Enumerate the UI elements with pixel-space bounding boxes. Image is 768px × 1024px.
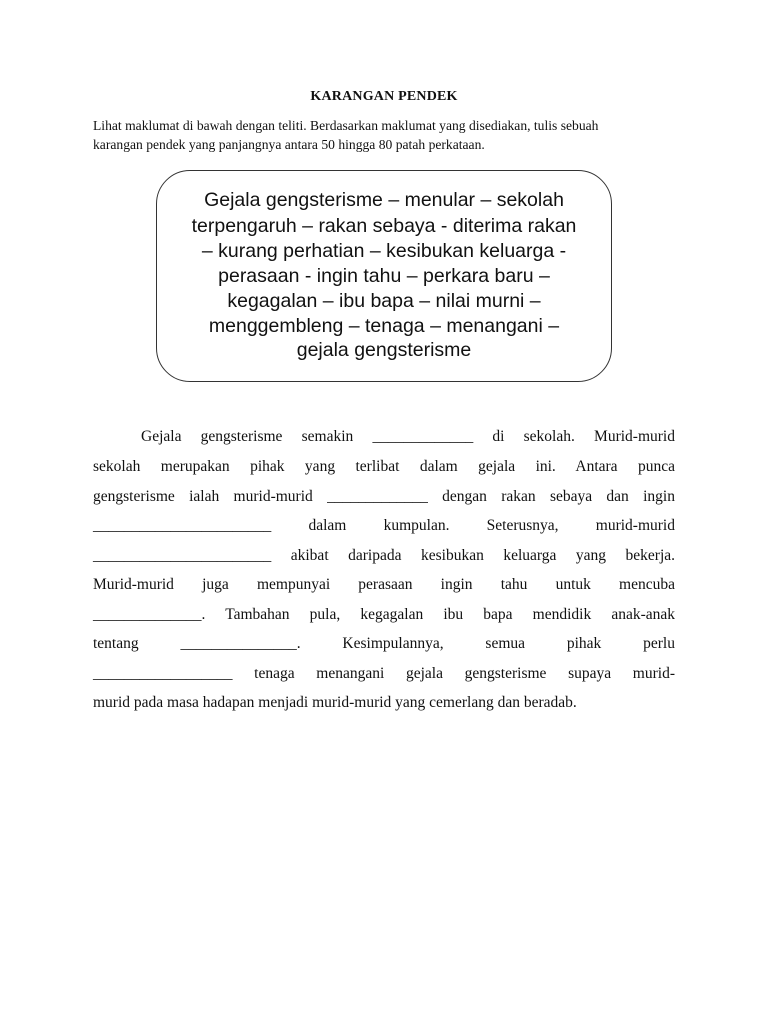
instruction-text bbox=[93, 116, 683, 154]
paragraph-line: _______________________ akibat daripada kesibukan keluarga yang bekerja. bbox=[93, 547, 675, 564]
paragraph-line: _______________________ dalam kumpulan. Seterusnya, murid-murid bbox=[93, 517, 675, 534]
instruction-line: karangan pendek yang panjangnya antara 50 hingga 80 patah perkataan. bbox=[93, 137, 485, 152]
paragraph-line: __________________ tenaga menangani gejala gengsterisme supaya murid- bbox=[93, 665, 675, 682]
paragraph-line: murid pada masa hadapan menjadi murid-murid yang cemerlang dan beradab. bbox=[93, 694, 577, 711]
paragraph-line: Gejala gengsterisme semakin _____________ di sekolah. Murid-murid bbox=[141, 428, 675, 445]
info-box bbox=[156, 170, 612, 382]
paragraph-line: ______________. Tambahan pula, kegagalan ibu bapa mendidik anak-anak bbox=[93, 606, 675, 623]
paragraph-line: Murid-murid juga mempunyai perasaan ingin tahu untuk mencuba bbox=[93, 576, 675, 593]
info-box-line: menggembleng – tenaga – menangani – bbox=[208, 315, 560, 337]
paragraph-line: gengsterisme ialah murid-murid _____________ dengan rakan sebaya dan ingin bbox=[93, 488, 675, 505]
paragraph-line: sekolah merupakan pihak yang terlibat dalam gejala ini. Antara punca bbox=[93, 458, 675, 475]
info-box-line: gejala gengsterisme bbox=[296, 339, 472, 361]
info-box-line: perasaan - ingin tahu – perkara baru – bbox=[218, 265, 550, 287]
info-box-line: Gejala gengsterisme – menular – sekolah bbox=[204, 189, 564, 211]
paragraph-line: tentang _______________. Kesimpulannya, semua pihak perlu bbox=[93, 635, 675, 652]
instruction-line: Lihat maklumat di bawah dengan teliti. Berdasarkan maklumat yang disediakan, tulis sebuah bbox=[93, 118, 599, 133]
info-box-line: – kurang perhatian – kesibukan keluarga - bbox=[201, 240, 567, 262]
page-title: KARANGAN PENDEK bbox=[310, 89, 458, 104]
info-box-line: terpengaruh – rakan sebaya - diterima rakan bbox=[191, 215, 577, 237]
info-box-line: kegagalan – ibu bapa – nilai murni – bbox=[227, 290, 541, 312]
